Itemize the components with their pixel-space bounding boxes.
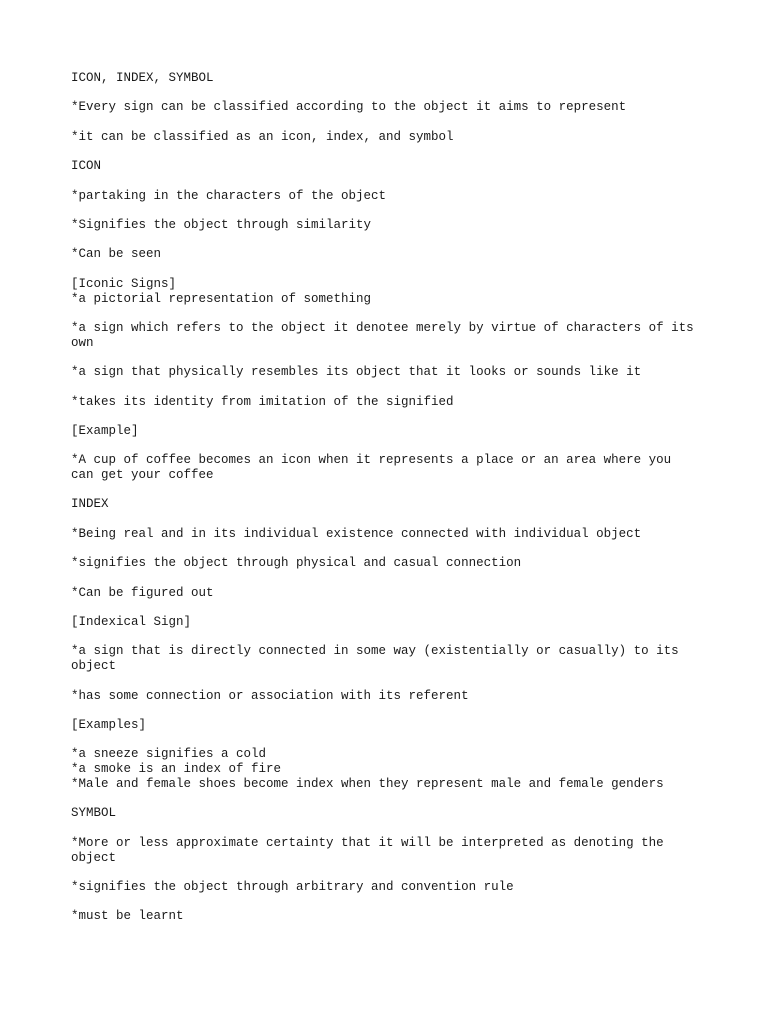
paragraph — [71, 747, 711, 791]
paragraph — [71, 424, 711, 439]
text-line: *Can be seen — [71, 247, 162, 262]
text-line: *Every sign can be classified according to the object it aims to represent — [71, 100, 627, 115]
text-line: *Signifies the object through similarity — [71, 217, 372, 232]
paragraph — [71, 247, 711, 262]
text-line: own — [71, 335, 94, 350]
text-line: [Example] — [71, 423, 139, 438]
text-line: *it can be classified as an icon, index, and symbol — [71, 129, 454, 144]
text-line: *a sign that physically resembles its object that it looks or sounds like it — [71, 365, 642, 380]
paragraph — [71, 218, 711, 233]
document-title — [71, 71, 711, 86]
paragraph — [71, 100, 711, 115]
text-line: *has some connection or association with its referent — [71, 688, 469, 703]
text-line: *takes its identity from imitation of the signified — [71, 394, 454, 409]
paragraph — [71, 189, 711, 204]
paragraph — [71, 395, 711, 410]
text-line: *must be learnt — [71, 909, 184, 924]
text-line: *Male and female shoes become index when they represent male and female genders — [71, 776, 664, 791]
paragraph — [71, 556, 711, 571]
text-line: *A cup of coffee becomes an icon when it represents a place or an area where you — [71, 453, 672, 468]
text-line: *a sign that is directly connected in some way (existentially or casually) to its — [71, 644, 679, 659]
text-line: [Iconic Signs] — [71, 276, 177, 291]
text-line: SYMBOL — [71, 806, 117, 821]
paragraph — [71, 586, 711, 601]
paragraph — [71, 130, 711, 145]
text-line: *signifies the object through physical and casual connection — [71, 556, 522, 571]
text-line: object — [71, 659, 117, 674]
section-heading-symbol — [71, 806, 711, 821]
text-line: [Indexical Sign] — [71, 615, 192, 630]
text-line: object — [71, 850, 117, 865]
text-line: *a sign which refers to the object it denotee merely by virtue of characters of its — [71, 320, 694, 335]
text-line: *a pictorial representation of something — [71, 291, 372, 306]
text-line: INDEX — [71, 497, 109, 512]
paragraph — [71, 718, 711, 733]
text-line: *Can be figured out — [71, 585, 214, 600]
text-line: ICON — [71, 159, 102, 174]
section-heading-icon — [71, 159, 711, 174]
paragraph — [71, 644, 711, 674]
document-page — [71, 71, 711, 939]
text-line: [Examples] — [71, 718, 147, 732]
text-line: *signifies the object through arbitrary and convention rule — [71, 879, 514, 894]
text-line: *a smoke is an index of fire — [71, 762, 282, 777]
text-line: *partaking in the characters of the object — [71, 188, 387, 203]
text-line: *More or less approximate certainty that it will be interpreted as denoting the — [71, 835, 664, 850]
paragraph — [71, 277, 711, 307]
text-line: can get your coffee — [71, 468, 214, 483]
text-line: *a sneeze signifies a cold — [71, 747, 267, 762]
paragraph — [71, 880, 711, 895]
paragraph — [71, 615, 711, 630]
paragraph — [71, 321, 711, 351]
text-line: ICON, INDEX, SYMBOL — [71, 71, 214, 85]
paragraph — [71, 836, 711, 866]
paragraph — [71, 365, 711, 380]
section-heading-index — [71, 497, 711, 512]
paragraph — [71, 453, 711, 483]
paragraph — [71, 527, 711, 542]
paragraph — [71, 689, 711, 704]
text-line: *Being real and in its individual existence connected with individual object — [71, 526, 642, 541]
paragraph — [71, 909, 711, 924]
